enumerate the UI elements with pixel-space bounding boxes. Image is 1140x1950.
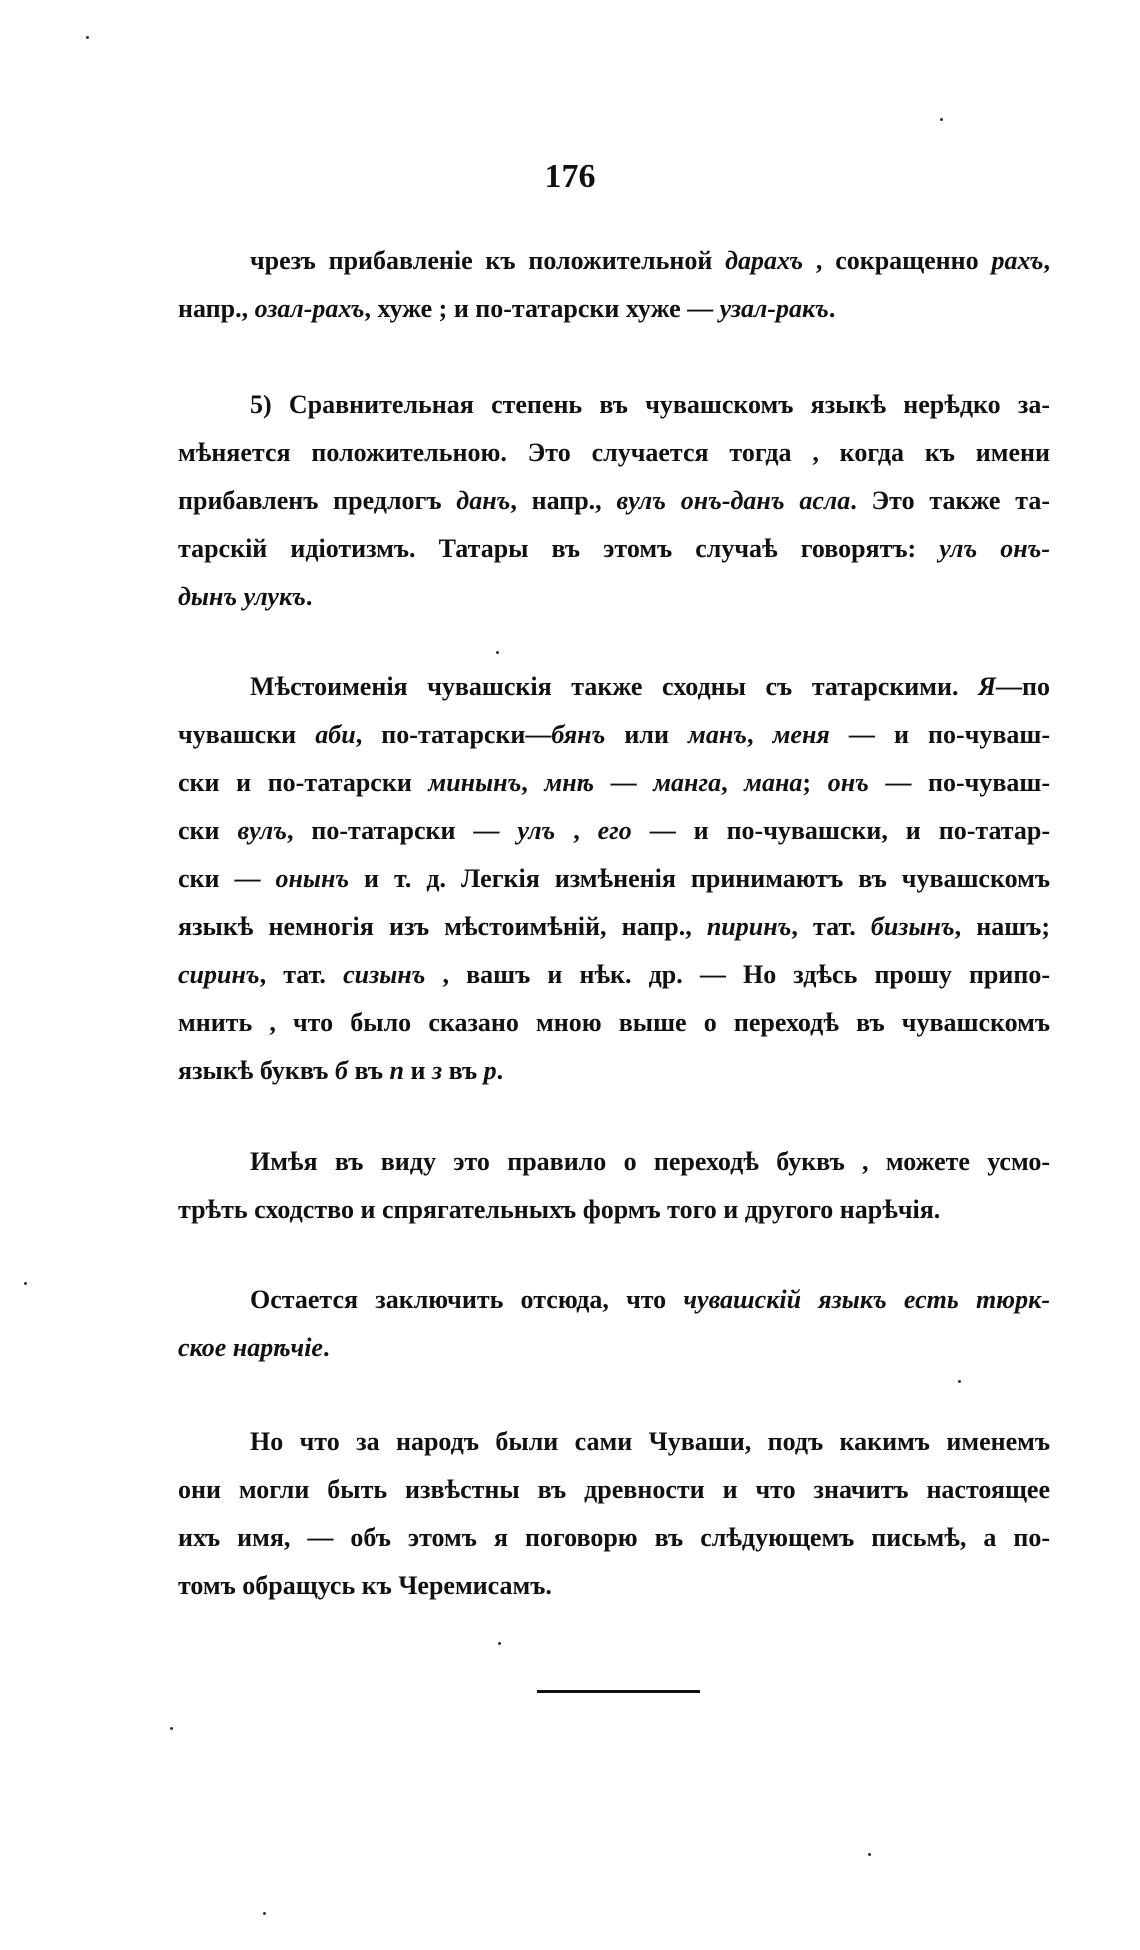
paragraph-4 <box>178 1138 1050 1234</box>
text-run: ски — <box>178 864 276 893</box>
italic-run: бянъ <box>551 720 606 749</box>
text-run: трѣть сходство и спрягательныхъ формъ того и другого нарѣчія. <box>178 1195 941 1224</box>
italic-run: узал-ракъ <box>719 294 829 323</box>
italic-run: улъ онъ- <box>939 534 1050 563</box>
italic-run: мана <box>744 768 803 797</box>
text-line <box>178 759 1050 807</box>
scan-speck <box>24 1282 27 1285</box>
italic-run: мнѣ <box>544 768 594 797</box>
scan-speck <box>868 1853 871 1856</box>
scan-speck <box>496 651 499 654</box>
text-run: мнить , что было сказано мною выше о переходѣ въ чувашскомъ <box>178 1008 1050 1037</box>
paragraph-1 <box>178 237 1050 333</box>
text-run: . Это также та- <box>850 486 1050 515</box>
text-run: , <box>1043 246 1050 275</box>
text-run: , вашъ и нѣк. др. — Но здѣсь прошу припо- <box>425 960 1050 989</box>
text-run: , <box>521 768 545 797</box>
text-run: — по-чуваш- <box>868 768 1050 797</box>
italic-run: озал-рахъ <box>254 294 365 323</box>
text-run: , <box>555 816 598 845</box>
text-run: , по-татарски — <box>286 816 518 845</box>
text-run: чувашски <box>178 720 316 749</box>
text-line <box>178 285 1050 333</box>
text-run: ски и по-татарски <box>178 768 429 797</box>
text-line <box>178 1562 1050 1610</box>
text-run: напр., <box>178 294 255 323</box>
text-line <box>178 951 1050 999</box>
text-run: языкѣ буквъ <box>178 1056 335 1085</box>
italic-run: дарахъ <box>725 246 804 275</box>
text-run: Но что за народъ были сами Чуваши, подъ какимъ именемъ <box>250 1427 1050 1456</box>
text-line <box>178 1514 1050 1562</box>
closing-rule <box>537 1690 700 1693</box>
text-line <box>178 903 1050 951</box>
italic-run: меня <box>772 720 830 749</box>
italic-run: манъ <box>688 720 747 749</box>
text-run: Остается заключить отсюда, что <box>250 1285 684 1314</box>
text-run: , тат. <box>791 912 871 941</box>
text-run: они могли быть извѣстны въ древности и что значитъ настоящее <box>178 1475 1050 1504</box>
italic-run: его <box>597 816 632 845</box>
text-run: Имѣя въ виду это правило о переходѣ буквъ , можете усмо- <box>250 1147 1050 1176</box>
scan-speck <box>498 1642 501 1645</box>
scan-speck <box>940 118 943 121</box>
paragraph-6 <box>178 1418 1050 1610</box>
text-line <box>178 237 1050 285</box>
text-run: прибавленъ предлогъ <box>178 486 457 515</box>
italic-run: б <box>334 1056 348 1085</box>
italic-run: минынъ <box>428 768 522 797</box>
text-run: , сокращенно <box>803 246 992 275</box>
text-run: тарскій идіотизмъ. Татары въ этомъ случаѣ говорятъ: <box>178 534 940 563</box>
text-line <box>178 1186 1050 1234</box>
text-run: . <box>305 582 313 611</box>
text-run: . <box>496 1056 504 1085</box>
italic-run: Я <box>978 672 997 701</box>
text-line <box>178 573 1050 621</box>
text-run: , по-татарски— <box>355 720 552 749</box>
text-line <box>178 1324 1050 1372</box>
text-run: — и по-чуваш- <box>829 720 1051 749</box>
text-run: мѣняется положительною. Это случается тогда , когда къ имени <box>178 438 1050 467</box>
scan-speck <box>170 1727 173 1730</box>
text-line <box>178 525 1050 573</box>
text-line <box>178 429 1050 477</box>
text-line <box>178 999 1050 1047</box>
text-run: , хуже ; и по-татарски хуже — <box>364 294 720 323</box>
text-line <box>178 1138 1050 1186</box>
text-run: —по <box>996 672 1050 701</box>
text-run: , <box>721 768 745 797</box>
text-run: и т. д. Легкія измѣненія принимаютъ въ чувашскомъ <box>349 864 1050 893</box>
text-run: чрезъ прибавленіе къ положительной <box>250 246 726 275</box>
text-run: языкѣ немногія изъ мѣстоимѣній, напр., <box>178 912 707 941</box>
text-line <box>178 807 1050 855</box>
paragraph-3 <box>178 663 1050 1095</box>
italic-run: п <box>389 1056 404 1085</box>
text-line <box>178 1047 1050 1095</box>
text-run: 5) Сравнительная степень въ чувашскомъ языкѣ нерѣдко за- <box>250 390 1050 419</box>
italic-run: ское нарѣчіе <box>178 1333 323 1362</box>
italic-run: онъ <box>827 768 869 797</box>
text-line <box>178 1276 1050 1324</box>
text-run: Мѣстоименія чувашскія также сходны съ татарскими. <box>250 672 979 701</box>
scan-speck <box>263 1912 266 1915</box>
italic-run: мангa <box>653 768 722 797</box>
text-run: въ <box>442 1056 484 1085</box>
scan-speck <box>86 36 89 39</box>
paragraph-5 <box>178 1276 1050 1372</box>
italic-run: р <box>483 1056 497 1085</box>
scan-speck <box>958 1380 961 1383</box>
text-run: . <box>322 1333 330 1362</box>
italic-run: улъ <box>517 816 556 845</box>
text-run: — и по-чувашски, и по-татар- <box>631 816 1050 845</box>
text-run: , нашъ; <box>954 912 1051 941</box>
italic-run: аби <box>315 720 356 749</box>
text-run: томъ обращусь къ Черемисамъ. <box>178 1571 552 1600</box>
italic-run: з <box>431 1056 443 1085</box>
text-run: , тат. <box>259 960 344 989</box>
text-line <box>178 381 1050 429</box>
text-run: или <box>605 720 689 749</box>
text-run: ски <box>178 816 238 845</box>
text-run: ; <box>802 768 828 797</box>
page-number: 176 <box>544 158 596 195</box>
text-line <box>178 711 1050 759</box>
text-run: и <box>403 1056 432 1085</box>
italic-run: сизынъ <box>343 960 426 989</box>
italic-run: вулъ онъ-данъ асла <box>616 486 851 515</box>
text-run: , напр., <box>510 486 617 515</box>
text-line <box>178 1418 1050 1466</box>
italic-run: рахъ <box>991 246 1044 275</box>
italic-run: чувашскій языкъ есть тюрк- <box>683 1285 1050 1314</box>
text-line <box>178 855 1050 903</box>
text-line <box>178 663 1050 711</box>
italic-run: данъ <box>456 486 511 515</box>
italic-run: сиринъ <box>178 960 260 989</box>
italic-run: бизынъ <box>870 912 955 941</box>
text-run: въ <box>347 1056 390 1085</box>
italic-run: пиринъ <box>706 912 792 941</box>
text-run: , <box>746 720 773 749</box>
text-line <box>178 477 1050 525</box>
italic-run: дынъ улукъ <box>178 582 306 611</box>
text-line <box>178 1466 1050 1514</box>
italic-run: вулъ <box>237 816 287 845</box>
paragraph-2 <box>178 381 1050 621</box>
text-run: ихъ имя, — объ этомъ я поговорю въ слѣдующемъ письмѣ, а по- <box>178 1523 1050 1552</box>
text-run: . <box>828 294 836 323</box>
text-run: — <box>594 768 654 797</box>
italic-run: онынъ <box>275 864 350 893</box>
